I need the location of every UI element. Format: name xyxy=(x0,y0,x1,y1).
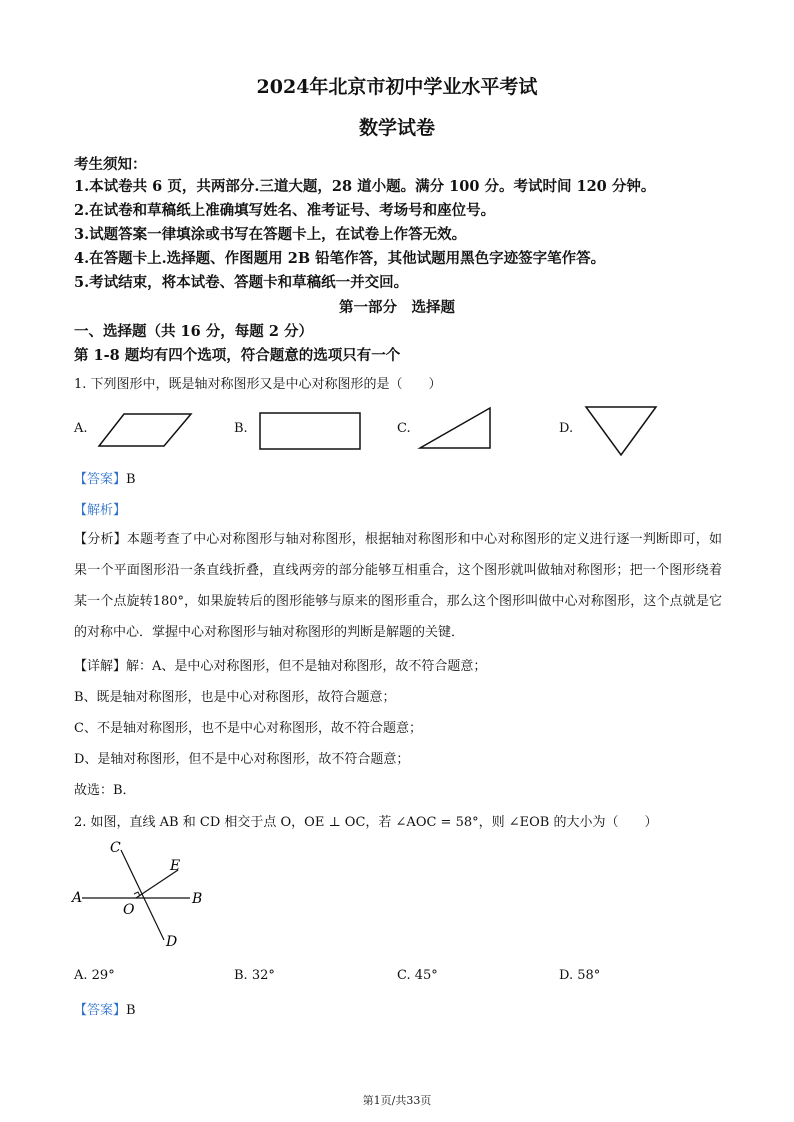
q2-stem: 2. 如图，直线 AB 和 CD 相交于点 O，OE ⊥ OC，若 ∠AOC = 58°，则 ∠EOB 的大小为（ ） xyxy=(74,815,658,830)
label-e: E xyxy=(170,858,181,874)
q1-detail-line: 故选：B． xyxy=(74,783,136,798)
q1-option-d-label: D. xyxy=(559,421,574,436)
q2-option-c: C. 45° xyxy=(397,968,438,983)
section-title: 第一部分 选择题 xyxy=(339,299,455,316)
exam-title: 2024年北京市初中学业水平考试 xyxy=(256,76,538,98)
notice-heading: 考生须知： xyxy=(74,156,147,173)
analysis-tag: 【解析】 xyxy=(74,503,127,518)
q1-stem: 1. 下列图形中，既是轴对称图形又是中心对称图形的是（ ） xyxy=(74,377,442,392)
part1-instruction: 第 1-8 题均有四个选项，符合题意的选项只有一个 xyxy=(74,347,401,364)
q2-answer xyxy=(74,999,136,1018)
fenxi-tag: 【分析】 xyxy=(74,532,127,547)
page-footer: 第1页/共33页 xyxy=(362,1094,432,1107)
label-a: A xyxy=(72,890,83,906)
q1-option-b-label: B. xyxy=(234,421,248,436)
right-triangle-figure xyxy=(416,404,496,452)
q1-detail-line: D、是轴对称图形，但不是中心对称图形，故不符合题意； xyxy=(74,752,410,767)
q1-option-c-label: C. xyxy=(397,421,411,436)
q1-detail-line: C、不是轴对称图形，也不是中心对称图形，故不符合题意； xyxy=(74,721,422,736)
q2-option-b: B. 32° xyxy=(234,968,275,983)
answer-value: B xyxy=(126,472,136,487)
exam-subtitle: 数学试卷 xyxy=(358,117,435,139)
answer-value: B xyxy=(126,1003,136,1018)
q2-option-d: D. 58° xyxy=(559,968,601,983)
q1-analysis-tag xyxy=(74,499,126,518)
q2-option-a: A. 29° xyxy=(74,968,115,983)
q1-option-a-label: A. xyxy=(74,421,88,436)
parallelogram-figure xyxy=(96,410,196,450)
rectangle-figure xyxy=(256,410,366,452)
notice-item: 2.在试卷和草稿纸上准确填写姓名、准考证号、考场号和座位号。 xyxy=(74,202,496,219)
label-o: O xyxy=(123,902,135,918)
answer-tag: 【答案】 xyxy=(74,472,127,487)
detail-tag: 【详解】 xyxy=(74,659,127,674)
q1-answer xyxy=(74,468,136,487)
intersecting-lines-figure xyxy=(66,836,216,956)
label-d: D xyxy=(166,934,178,950)
label-b: B xyxy=(192,891,203,907)
fenxi-text: 本题考查了中心对称图形与轴对称图形，根据轴对称图形和中心对称图形的定义进行逐一判断即可，如果一个平面图形沿一条直线折叠，直线两旁的部分能够互相重合，这个图形就叫做轴对称图形；把一个图形绕着某一个点旋转180°，如果旋转后的图形能够与原来的图形重合，那么这个图形叫做中心对称图形，这个点就是它的对称中心．掌握中心对称图形与轴对称图形的判断是解题的关键． xyxy=(74,532,722,640)
q1-analysis-paragraph xyxy=(74,524,722,648)
detail-text: 解：A、是中心对称图形，但不是轴对称图形，故不符合题意； xyxy=(126,659,487,674)
q1-detail-line xyxy=(74,655,486,674)
notice-item: 5.考试结束，将本试卷、答题卡和草稿纸一并交回。 xyxy=(74,274,409,291)
part1-heading: 一、选择题（共 16 分，每题 2 分） xyxy=(74,323,313,340)
notice-item: 4.在答题卡上.选择题、作图题用 2B 铅笔作答，其他试题用黑色字迹签字笔作答。 xyxy=(74,250,606,267)
q1-detail-line: B、既是轴对称图形，也是中心对称图形，故符合题意； xyxy=(74,690,396,705)
label-c: C xyxy=(110,840,121,856)
answer-tag: 【答案】 xyxy=(74,1003,127,1018)
notice-item: 3.试题答案一律填涂或书写在答题卡上，在试卷上作答无效。 xyxy=(74,226,467,243)
inverted-triangle-figure xyxy=(582,403,662,459)
notice-item: 1.本试卷共 6 页，共两部分.三道大题，28 道小题。满分 100 分。考试时间 120 分钟。 xyxy=(74,178,656,195)
